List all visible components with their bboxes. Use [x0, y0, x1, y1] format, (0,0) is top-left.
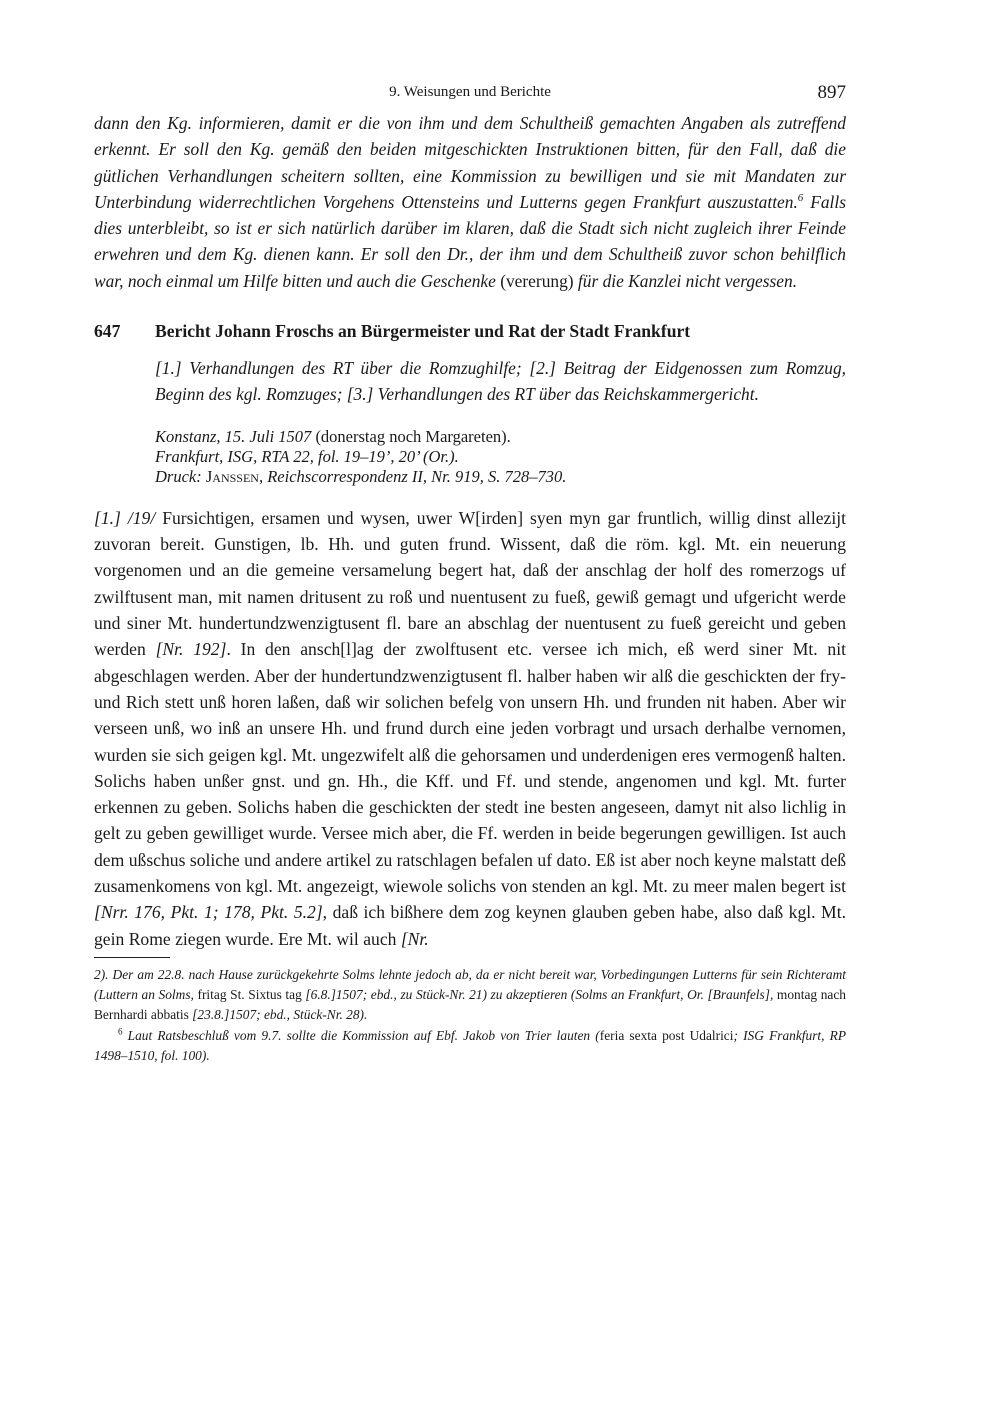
summary-text-3: für die Kanzlei nicht vergessen.	[573, 270, 798, 291]
cross-reference-3[interactable]: [Nr.	[400, 928, 429, 949]
date-place: Konstanz, 15. Juli 1507	[155, 426, 312, 446]
section-marker: [1.] /19/	[94, 507, 156, 528]
footnote-6	[94, 1026, 846, 1066]
fn6-text-b: feria sexta post Udalrici	[599, 1027, 734, 1043]
summary-paragraph	[94, 110, 846, 294]
fn6-text-c: ; ISG Frankfurt, RP 1498–1510, fol. 100).	[94, 1027, 847, 1063]
print-author: Janssen	[201, 467, 259, 487]
footnote-continued	[94, 965, 846, 1026]
body-text-3: , daß ich bißhere dem zog keynen glauben geben habe, also daß kgl. Mt. gein Rome ziegen wurde. Ere Mt. wil auch	[94, 902, 846, 949]
fn-prev-text-d: montag nach Bernhardi abbatis	[94, 987, 846, 1023]
running-head	[94, 78, 846, 110]
footnote-6-number: 6	[118, 1026, 123, 1037]
summary-text-1: dann den Kg. informieren, damit er die von ihm und dem Schultheiß gemachten Angaben als zutreffend erkennt. Er soll den Kg. gemäß den beiden mitgeschickten Instruktionen bitten, für den Fall, daß die gütlichen Verhandlungen scheitern sollten, eine Kommission zu bewilligen und sie mit Mandaten zur Unterbindung widerrechtlichen Vorgehens Ottensteins und Lutterns gegen Frankfurt auszustatten.	[94, 113, 846, 212]
footnote-ref-6[interactable]: 6	[797, 192, 804, 205]
summary-original-term: (vererung)	[500, 270, 574, 291]
cross-reference-1[interactable]: [Nr. 192]	[155, 639, 227, 660]
print-reference: , Reichscorrespondenz II, Nr. 919, S. 728–730.	[258, 467, 567, 487]
document-regest: [1.] Verhandlungen des RT über die Romzughilfe; [2.] Beitrag der Eidgenossen zum Romzug, Beginn des kgl. Romzuges; [3.] Verhandlungen des RT über das Reichskammergericht.	[155, 358, 846, 405]
document-number: 647	[94, 321, 121, 342]
fn-prev-text-a: 2). Der am 22.8. nach Hause zurückgekehrte Solms lehnte jedoch ab, da er nicht bereit war, Vorbedingungen Lutterns für sein Richteramt (Luttern an Solms,	[94, 966, 846, 1003]
summary-text-2: Falls dies unterbleibt, so ist er sich natürlich darüber im klaren, daß die Stadt sich nicht zugleich ihrer Feinde erwehren und dem Kg. dienen kann. Er soll den Dr., der ihm und dem Schultheiß zuvor schon behilflich war, noch einmal um Hilfe bitten und auch die Geschenke	[94, 191, 846, 291]
fn-prev-text-c: [6.8.]1507; ebd., zu Stück-Nr. 21) zu akzeptieren (Solms an Frankfurt, Or. [Braunfels],	[305, 987, 774, 1003]
document-body	[94, 505, 846, 952]
fn-prev-text-e: [23.8.]1507; ebd., Stück-Nr. 28).	[192, 1007, 368, 1023]
body-text-2: . In den ansch[l]ag der zwolftusent etc. versee ich mich, eß werd siner Mt. nit abgeschlagen werden. Aber der hundertundzwenzigtusent fl. halber haben wir alß die geschickten der fry- und Rich stett unß horen laßen, daß wir solichen befelg von unsern Hh. und frunden nit haben. Aber wir verseen unß, wo inß an unsere Hh. und frund durch eine jeden vorbragt und ursach derhalbe vernomen, wurden sie sich geigen kgl. Mt. ungezwifelt alß die gehorsamen und underdenigen eres vermogenß halten. Solichs haben unßer gnst. und gn. Hh., die Kff. und Ff. und stende, angenomen und kgl. Mt. furter erkennen zu geben. Solichs haben die geschickten der stedt ine besten angeseen, damyt nit also lichlig in gelt zu geben gewilliget wurde. Versee mich aber, die Ff. werden in beide begerungen gewilligen. Ist auch dem ußschus soliche und andere artikel zu ratschlagen befalen uf dato. Eß ist aber noch keyne malstatt deß zusamenkomens von kgl. Mt. angezeigt, wiewole solichs von stenden an kgl. Mt. zu meer malen begert ist	[94, 639, 846, 897]
fn-prev-text-b: fritag St. Sixtus tag	[193, 987, 306, 1003]
document-title: Bericht Johann Froschs an Bürgermeister und Rat der Stadt Frankfurt	[155, 321, 691, 342]
document-metadata	[155, 427, 846, 488]
page-number: 897	[817, 82, 846, 103]
date-line	[155, 427, 846, 447]
fn6-text-a: Laut Ratsbeschluß vom 9.7. sollte die Kommission auf Ebf. Jakob von Trier lauten (	[122, 1027, 600, 1043]
print-line	[155, 467, 846, 487]
document-heading	[94, 321, 846, 342]
footnotes	[94, 965, 846, 1066]
print-label: Druck:	[155, 467, 202, 487]
page	[94, 78, 846, 1066]
cross-reference-2[interactable]: [Nrr. 176, Pkt. 1; 178, Pkt. 5.2]	[94, 902, 323, 923]
archive-line: Frankfurt, ISG, RTA 22, fol. 19–19’, 20’ (Or.).	[155, 447, 459, 467]
running-head-title: 9. Weisungen und Berichte	[389, 84, 551, 100]
footnote-divider	[94, 957, 170, 958]
date-original: (donerstag noch Margareten).	[311, 426, 511, 446]
body-text-1: Fursichtigen, ersamen und wysen, uwer W[irden] syen myn gar fruntlich, willig dinst allezijt zuvoran bereit. Gunstigen, lb. Hh. und guten frund. Wissent, daß die röm. kgl. Mt. ein neuerung vorgenomen und an die gemeine versamelung begert hat, daß der anschlag der holf des romerzogs uf zwilftusent man, mit namen dritusent zu roß und nuentusent zu fueß, gewiß gemagt und ufgericht werde und siner Mt. hundertundzwenzigtusent fl. bare an abschlag der nuentusent zu fueß gereicht und geben werden	[94, 507, 846, 660]
